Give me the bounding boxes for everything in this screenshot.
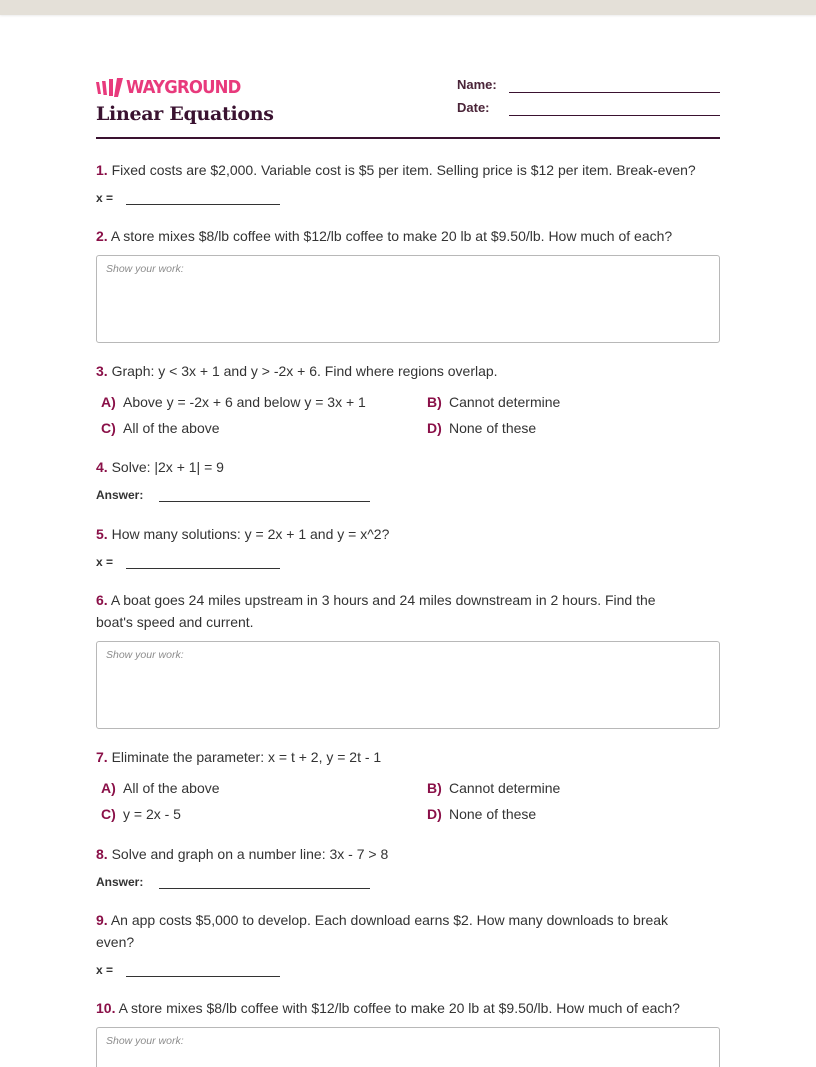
name-label: Name: [457,77,497,92]
choice-text: None of these [449,420,537,436]
answer-row-8 [96,875,370,889]
answer-row-4 [96,488,370,502]
question-text: A boat goes 24 miles upstream in 3 hours and 24 miles downstream in 2 hours. Find the boat's speed and current. [96,592,656,630]
choice-d[interactable] [427,805,536,823]
choice-a[interactable] [101,393,366,411]
header-divider [96,137,720,139]
answer-line[interactable] [159,489,370,502]
question-number: 3. [96,363,108,379]
answer-label: x = [96,191,114,205]
question-2 [96,225,720,247]
answer-label: x = [96,963,114,977]
answer-line[interactable] [126,964,280,977]
question-text: Graph: y < 3x + 1 and y > -2x + 6. Find where regions overlap. [111,363,498,379]
answer-label: x = [96,555,114,569]
choice-text: All of the above [123,780,220,796]
choice-c[interactable] [101,419,220,437]
question-text: A store mixes $8/lb coffee with $12/lb coffee to make 20 lb at $9.50/lb. How much of each? [110,228,673,244]
brand-name: WAYGROUND [126,77,241,98]
question-8 [96,843,720,865]
answer-label: Answer: [96,488,144,502]
question-number: 4. [96,459,108,475]
choice-text: y = 2x - 5 [123,806,181,822]
brand [96,77,241,99]
choice-text: All of the above [123,420,220,436]
choice-text: Cannot determine [449,394,561,410]
choice-letter: C) [101,420,116,436]
name-input-line[interactable] [509,78,720,93]
question-9 [96,909,706,953]
answer-label: Answer: [96,875,144,889]
choice-b[interactable] [427,779,560,797]
choice-d[interactable] [427,419,536,437]
work-box-10[interactable] [96,1027,720,1067]
wayground-logo-icon [96,78,124,98]
date-label: Date: [457,100,490,115]
choice-letter: A) [101,780,116,796]
choice-letter: B) [427,394,442,410]
question-text: How many solutions: y = 2x + 1 and y = x^2? [111,526,390,542]
question-number: 10. [96,1000,116,1016]
question-text: Eliminate the parameter: x = t + 2, y = 2t - 1 [111,749,382,765]
question-1 [96,159,720,181]
question-4 [96,456,720,478]
question-5 [96,523,720,545]
answer-row-1 [96,191,280,205]
work-hint: Show your work: [106,1035,184,1047]
question-3 [96,360,720,382]
date-field [457,100,720,116]
work-box-6[interactable] [96,641,720,729]
answer-row-9 [96,963,280,977]
question-text: Solve and graph on a number line: 3x - 7 > 8 [111,846,389,862]
worksheet-page [96,0,720,1056]
choice-letter: C) [101,806,116,822]
choice-text: None of these [449,806,537,822]
question-number: 5. [96,526,108,542]
question-text: Solve: |2x + 1| = 9 [111,459,224,475]
choice-letter: D) [427,420,442,436]
answer-line[interactable] [126,192,280,205]
question-number: 1. [96,162,108,178]
work-hint: Show your work: [106,263,184,275]
question-number: 8. [96,846,108,862]
work-hint: Show your work: [106,649,184,661]
choice-c[interactable] [101,805,181,823]
choice-b[interactable] [427,393,560,411]
choice-letter: B) [427,780,442,796]
choice-text: Cannot determine [449,780,561,796]
question-number: 2. [96,228,108,244]
choice-letter: A) [101,394,116,410]
choice-text: Above y = -2x + 6 and below y = 3x + 1 [123,394,366,410]
question-number: 7. [96,749,108,765]
question-number: 6. [96,592,108,608]
question-7 [96,746,720,768]
answer-line[interactable] [159,876,370,889]
question-text: Fixed costs are $2,000. Variable cost is $5 per item. Selling price is $12 per item. Break-even? [111,162,696,178]
question-text: An app costs $5,000 to develop. Each download earns $2. How many downloads to break even? [96,912,669,950]
answer-row-5 [96,555,280,569]
document-title: Linear Equations [96,103,274,125]
question-number: 9. [96,912,108,928]
date-input-line[interactable] [509,101,720,116]
name-field [457,77,720,93]
choice-letter: D) [427,806,442,822]
question-10 [96,997,720,1019]
work-box-2[interactable] [96,255,720,343]
answer-line[interactable] [126,556,280,569]
question-6 [96,589,696,633]
question-text: A store mixes $8/lb coffee with $12/lb coffee to make 20 lb at $9.50/lb. How much of each? [118,1000,680,1016]
choice-a[interactable] [101,779,220,797]
